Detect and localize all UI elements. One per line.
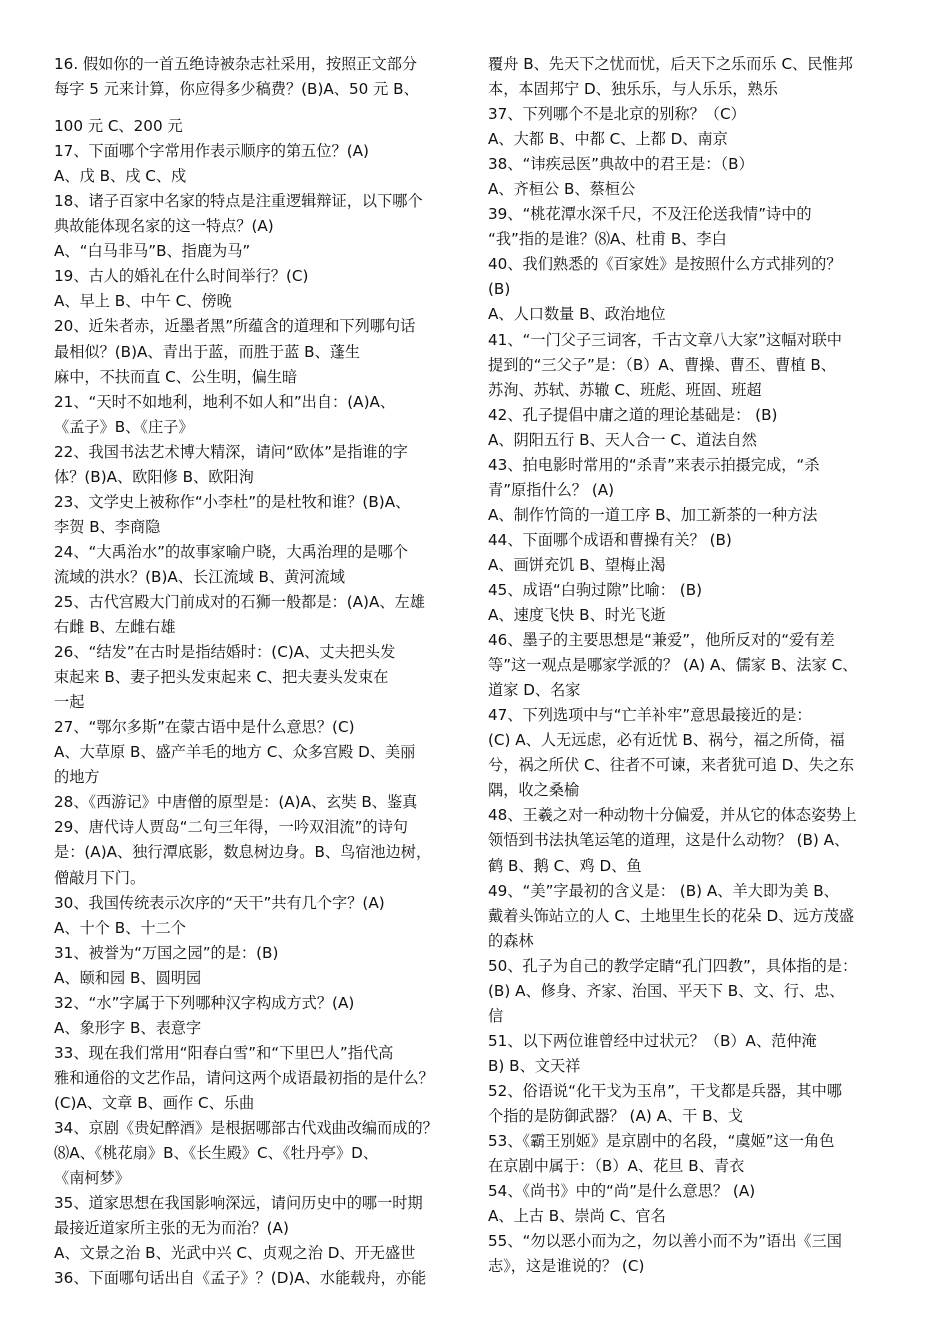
right-column-line: A、大都 B、中都 C、上都 D、南京 <box>488 130 728 149</box>
right-column-line: (C) A、人无远虑，必有近忧 B、祸兮，福之所倚，福 <box>488 731 845 750</box>
right-column-line: A、阴阳五行 B、天人合一 C、道法自然 <box>488 430 757 449</box>
right-column-line: 兮，祸之所伏 C、往者不可谏，来者犹可追 D、失之东 <box>488 756 855 775</box>
left-column-line: 一起 <box>54 693 85 712</box>
right-column-line: B) B、文天祥 <box>488 1056 581 1075</box>
left-column-line: A、颐和园 B、圆明园 <box>54 968 202 987</box>
left-column-line: 16. 假如你的一首五绝诗被杂志社采用，按照正文部分 <box>54 55 418 73</box>
left-column-line: 25、古代宫殿大门前成对的石狮一般都是：(A)A、左雄 <box>54 592 425 611</box>
left-column-line: 是：(A)A、独行潭底影，数息树边身。B、鸟宿池边树， <box>54 843 432 862</box>
left-column-line: (C)A、文章 B、画作 C、乐曲 <box>54 1093 255 1112</box>
right-column-line: A、人口数量 B、政治地位 <box>488 305 666 324</box>
left-column-line: 29、唐代诗人贾岛“二句三年得，一吟双泪流”的诗句 <box>54 818 408 837</box>
left-column-line: 体？(B)A、欧阳修 B、欧阳洵 <box>54 467 254 486</box>
right-column-line: (B) <box>488 280 511 299</box>
right-column-line: 本，本固邦宁 D、独乐乐，与人乐乐，熟乐 <box>488 80 778 99</box>
left-column-line: A、早上 B、中午 C、傍晚 <box>54 292 232 311</box>
right-column <box>488 52 908 1279</box>
right-column-line: 43、拍电影时常用的“杀青”来表示拍摄完成，“杀 <box>488 455 820 474</box>
right-column-line: A、制作竹筒的一道工序 B、加工新茶的一种方法 <box>488 505 818 524</box>
left-column-line: 最接近道家所主张的无为而治？(A) <box>54 1219 289 1238</box>
left-column-line: 麻中，不扶而直 C、公生明，偏生暗 <box>54 367 298 386</box>
right-column-line: 54、《尚书》中的“尚”是什么意思？ (A) <box>488 1182 756 1201</box>
left-column-line: 20、近朱者赤，近墨者黑”所蕴含的道理和下列哪句话 <box>54 317 416 336</box>
right-column-line: 40、我们熟悉的《百家姓》是按照什么方式排列的？ <box>488 255 842 274</box>
left-column-line: A、戊 B、戌 C、戍 <box>54 167 187 186</box>
right-column-line: “我”指的是谁？⑻A、杜甫 B、李白 <box>488 230 727 249</box>
left-column-line: 李贺 B、李商隐 <box>54 517 161 536</box>
left-column-line: 35、道家思想在我国影响深远，请问历史中的哪一时期 <box>54 1194 423 1213</box>
left-column-line: 34、京剧《贵妃醉酒》是根据哪部古代戏曲改编而成的？ <box>54 1118 438 1137</box>
right-column-line: 鹤 B、鹅 C、鸡 D、鱼 <box>488 856 642 875</box>
left-column-line: ⑻A、《桃花扇》B、《长生殿》C、《牡丹亭》D、 <box>54 1144 379 1163</box>
right-column-line: 覆舟 B、先天下之忧而忧，后天下之乐而乐 C、民惟邦 <box>488 55 853 73</box>
right-column-line: 44、下面哪个成语和曹操有关？ (B) <box>488 530 732 549</box>
right-column-line: 55、“勿以恶小而为之，勿以善小而不为”语出《三国 <box>488 1232 842 1251</box>
right-column-line: 53、《霸王别姬》是京剧中的名段，“虞姬”这一角色 <box>488 1132 835 1151</box>
left-column-line: 23、文学史上被称作“小李杜”的是杜牧和谁？(B)A、 <box>54 492 411 511</box>
left-column-line: 雅和通俗的文艺作品，请问这两个成语最初指的是什么？ <box>54 1068 434 1087</box>
left-column-line: 36、下面哪句话出自《孟子》？(D)A、水能载舟，亦能 <box>54 1269 427 1288</box>
left-column-line: 33、现在我们常用“阳春白雪”和“下里巴人”指代高 <box>54 1043 394 1062</box>
left-column-line: 流域的洪水？(B)A、长江流域 B、黄河流域 <box>54 567 345 586</box>
right-column-line: 42、孔子提倡中庸之道的理论基础是： (B) <box>488 405 778 424</box>
right-column-line: 道家 D、名家 <box>488 681 581 700</box>
left-column-line: A、大草原 B、盛产羊毛的地方 C、众多宫殿 D、美丽 <box>54 743 416 762</box>
left-column-line: 束起来 B、妻子把头发束起来 C、把夫妻头发束在 <box>54 668 389 687</box>
left-column-line: 右雌 B、左雌右雄 <box>54 618 176 637</box>
right-column-line: 52、俗语说“化干戈为玉帛”，干戈都是兵器，其中哪 <box>488 1081 842 1100</box>
right-column-line: 领悟到书法执笔运笔的道理，这是什么动物？ (B) A、 <box>488 831 850 850</box>
left-column-line: 27、“鄂尔多斯”在蒙古语中是什么意思？(C) <box>54 718 355 737</box>
right-column-line: A、速度飞快 B、时光飞逝 <box>488 606 666 625</box>
right-column-line: A、画饼充饥 B、望梅止渴 <box>488 555 666 574</box>
right-column-line: 的森林 <box>488 931 534 950</box>
right-column-line: 41、“一门父子三词客，千古文章八大家”这幅对联中 <box>488 330 842 349</box>
left-column-line: 的地方 <box>54 768 100 787</box>
left-column-line: A、十个 B、十二个 <box>54 918 186 937</box>
left-column-line: 19、古人的婚礼在什么时间举行？(C) <box>54 267 309 286</box>
right-column-line: 39、“桃花潭水深千尺，不及汪伦送我情”诗中的 <box>488 205 812 224</box>
left-column <box>54 52 464 1291</box>
right-column-line: 48、王羲之对一种动物十分偏爱，并从它的体态姿势上 <box>488 806 857 825</box>
right-column-line: 个指的是防御武器？ (A) A、干 B、戈 <box>488 1106 743 1125</box>
right-column-line: 青”原指什么？ (A) <box>488 480 615 499</box>
left-column-line: 22、我国书法艺术博大精深，请问“欧体”是指谁的字 <box>54 442 408 461</box>
left-column-line: 每字 5 元来计算，你应得多少稿费？(B)A、50 元 B、 <box>54 80 419 99</box>
right-column-line: 志》，这是谁说的？ (C) <box>488 1257 645 1276</box>
right-column-line: (B) A、修身、齐家、治国、平天下 B、文、行、忠、 <box>488 981 845 1000</box>
right-column-line: 51、以下两位谁曾经中过状元？（B）A、范仲淹 <box>488 1031 817 1050</box>
right-column-line: 46、墨子的主要思想是“兼爱”，他所反对的“爱有差 <box>488 631 835 650</box>
left-column-line: 《孟子》B、《庄子》 <box>54 417 194 436</box>
right-column-line: 37、下列哪个不是北京的别称？（C） <box>488 105 746 124</box>
right-column-line: 47、下列选项中与“亡羊补牢”意思最接近的是： <box>488 706 812 725</box>
left-column-line: 21、“天时不如地利，地利不如人和”出自：(A)A、 <box>54 392 396 411</box>
left-column-line: 24、“大禹治水”的故事家喻户晓，大禹治理的是哪个 <box>54 542 408 561</box>
right-column-line: 提到的“三父子”是：（B）A、曹操、曹丕、曹植 B、 <box>488 355 836 374</box>
right-column-line: 苏洵、苏轼、苏辙 C、班彪、班固、班超 <box>488 380 762 399</box>
right-column-line: 戴着头饰站立的人 C、土地里生长的花朵 D、远方茂盛 <box>488 906 855 925</box>
left-column-line: 32、“水”字属于下列哪种汉字构成方式？(A) <box>54 993 355 1012</box>
right-column-line: 45、成语“白驹过隙”比喻： (B) <box>488 580 703 599</box>
right-column-line: A、齐桓公 B、蔡桓公 <box>488 180 636 199</box>
left-column-line: 26、“结发”在古时是指结婚时：(C)A、丈夫把头发 <box>54 643 396 662</box>
left-column-line: 典故能体现名家的这一特点？(A) <box>54 217 274 236</box>
right-column-line: 50、孔子为自己的教学定睛“孔门四教”，具体指的是： <box>488 956 858 975</box>
left-column-line: 最相似？(B)A、青出于蓝，而胜于蓝 B、蓬生 <box>54 342 361 361</box>
right-column-line: 隅，收之桑榆 <box>488 781 580 800</box>
left-column-line: 17、下面哪个字常用作表示顺序的第五位？(A) <box>54 142 369 161</box>
left-column-line: 18、诸子百家中名家的特点是注重逻辑辩证，以下哪个 <box>54 192 423 211</box>
right-column-line: 38、“讳疾忌医”典故中的君王是：（B） <box>488 155 754 174</box>
left-column-line: 31、被誉为“万国之园”的是：(B) <box>54 943 279 962</box>
left-column-line: 100 元 C、200 元 <box>54 117 183 136</box>
left-column-line: 《南柯梦》 <box>54 1169 130 1188</box>
left-column-line: A、象形字 B、表意字 <box>54 1018 202 1037</box>
left-column-spacer <box>54 102 464 114</box>
right-column-line: 信 <box>488 1006 504 1025</box>
left-column-line: A、“白马非马”B、指鹿为马” <box>54 242 251 261</box>
right-column-line: 等”这一观点是哪家学派的？ (A) A、儒家 B、法家 C、 <box>488 656 858 675</box>
left-column-line: 僧敲月下门。 <box>54 868 146 887</box>
left-column-line: A、文景之治 B、光武中兴 C、贞观之治 D、开无盛世 <box>54 1244 416 1263</box>
right-column-line: 49、“美”字最初的含义是： (B) A、羊大即为美 B、 <box>488 881 839 900</box>
left-column-line: 28、《西游记》中唐僧的原型是：(A)A、玄奘 B、鉴真 <box>54 793 418 812</box>
right-column-line: 在京剧中属于：（B）A、花旦 B、青衣 <box>488 1157 745 1176</box>
left-column-line: 30、我国传统表示次序的“天干”共有几个字？(A) <box>54 893 385 912</box>
right-column-line: A、上古 B、崇尚 C、官名 <box>488 1207 666 1226</box>
